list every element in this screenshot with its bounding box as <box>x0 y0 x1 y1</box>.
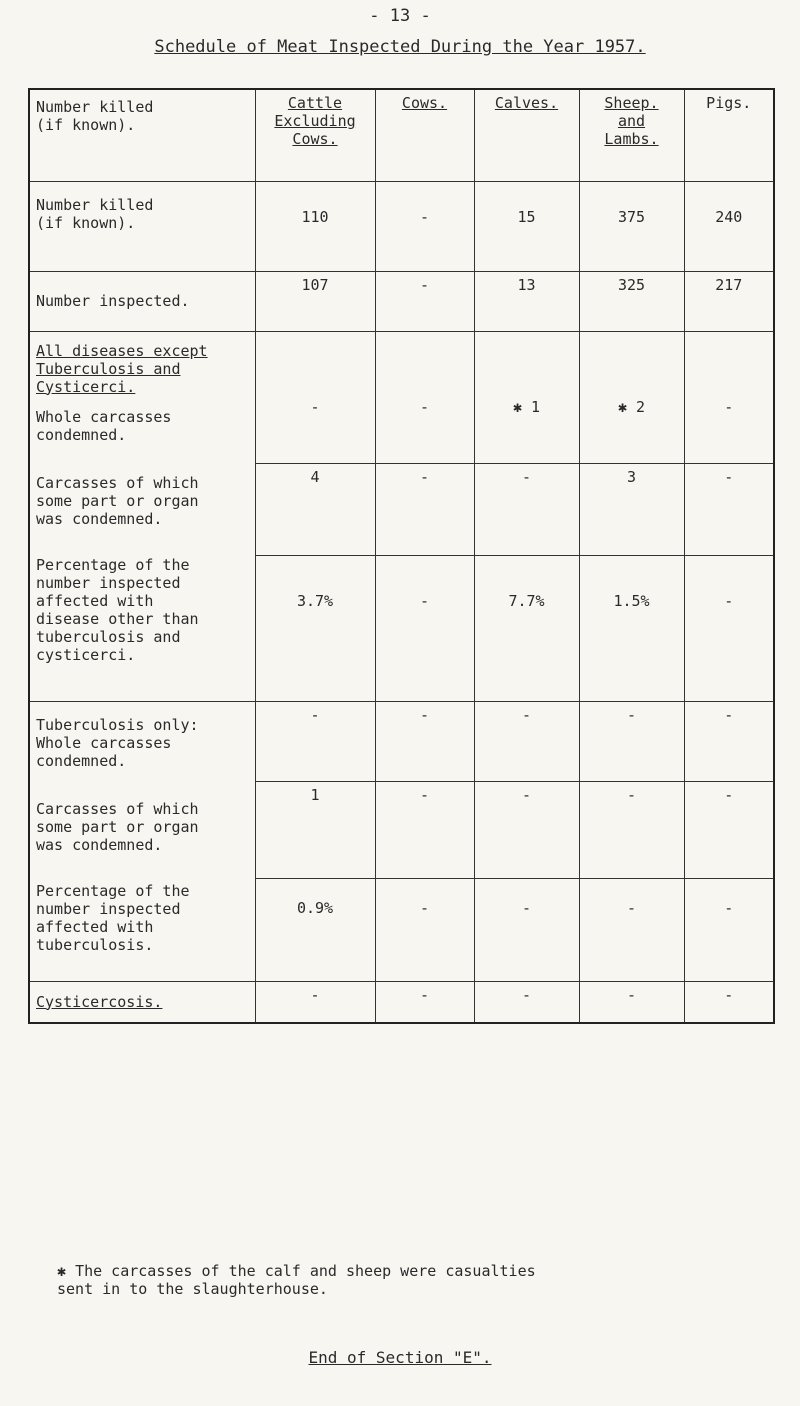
table-cell: 0.9% <box>255 878 375 981</box>
tuberculosis-label-cell <box>29 701 255 981</box>
section-heading-line: All diseases except <box>36 341 208 360</box>
row-label-line: was condemned. <box>36 835 163 854</box>
header-row <box>29 89 774 181</box>
column-header-text: Pigs. <box>706 94 752 112</box>
table-cell: - <box>375 981 474 1023</box>
table-cell: - <box>255 331 375 463</box>
row-label-line: Carcasses of which <box>36 473 199 492</box>
table-row <box>29 181 774 271</box>
row-label-line: cysticerci. <box>36 645 136 664</box>
table-cell: - <box>474 701 579 781</box>
row-label: Number inspected. <box>29 271 255 331</box>
row-label-line: Percentage of the <box>36 555 190 574</box>
row-label-line: Tuberculosis only: <box>36 715 199 734</box>
table-cell: - <box>474 463 579 555</box>
column-header-text: Cows. <box>401 94 448 112</box>
table-cell: - <box>474 781 579 878</box>
row-label-line: tuberculosis. <box>36 935 154 954</box>
column-header-cattle <box>255 89 375 181</box>
column-header-pigs <box>684 89 774 181</box>
table-cell: 3 <box>579 463 684 555</box>
row-label-line: was condemned. <box>36 509 163 528</box>
column-header-text: Lambs. <box>604 130 659 148</box>
row-label-line: affected with <box>36 591 154 610</box>
row-label-line: number inspected <box>36 899 181 918</box>
table-cell: 107 <box>255 271 375 331</box>
footnote-line: The carcasses of the calf and sheep were casualties <box>75 1262 536 1280</box>
column-header-text: Excluding <box>274 112 356 130</box>
table-cell: - <box>375 271 474 331</box>
table-cell: - <box>684 781 774 878</box>
table-row <box>29 271 774 331</box>
table-cell: 13 <box>474 271 579 331</box>
page-title: Schedule of Meat Inspected During the Year 1957. <box>154 37 646 57</box>
page-number: - 13 - <box>369 6 431 26</box>
table-cell: - <box>474 981 579 1023</box>
table-cell: 1 <box>255 781 375 878</box>
table-cell: 15 <box>474 181 579 271</box>
table-cell: - <box>255 981 375 1023</box>
table-cell: - <box>684 463 774 555</box>
table-cell: - <box>579 878 684 981</box>
footnote-line: sent in to the slaughterhouse. <box>57 1280 328 1298</box>
row-label-line: affected with <box>36 917 154 936</box>
table-row <box>29 701 774 781</box>
column-header-calves <box>474 89 579 181</box>
row-label-line: Whole carcasses <box>36 733 172 752</box>
table-cell: - <box>375 181 474 271</box>
column-header-sheep <box>579 89 684 181</box>
table-cell: 1.5% <box>579 555 684 701</box>
column-header-cows <box>375 89 474 181</box>
table-cell: 217 <box>684 271 774 331</box>
meat-inspection-table <box>28 88 775 1024</box>
table-cell: - <box>579 981 684 1023</box>
row-label-text: Cysticercosis. <box>36 992 163 1011</box>
row-label-line: Carcasses of which <box>36 799 199 818</box>
all-diseases-label-cell <box>29 331 255 701</box>
row-label-line: condemned. <box>36 751 127 770</box>
table-cell: - <box>375 701 474 781</box>
row-label-line: (if known). <box>36 213 136 232</box>
row-label-line: condemned. <box>36 425 127 444</box>
column-header-text: Cows. <box>292 130 338 148</box>
column-header-text: Calves. <box>494 94 559 112</box>
row-label <box>29 181 255 271</box>
table-cell: 4 <box>255 463 375 555</box>
table-cell: 110 <box>255 181 375 271</box>
table-cell: - <box>684 555 774 701</box>
table-cell: - <box>375 781 474 878</box>
header-label-line: Number killed <box>36 98 154 116</box>
header-label-line: (if known). <box>36 116 136 134</box>
table-cell: - <box>375 463 474 555</box>
row-label-line: tuberculosis and <box>36 627 181 646</box>
row-label-line: Number killed <box>36 195 154 214</box>
table-cell: - <box>684 331 774 463</box>
table-cell: - <box>684 701 774 781</box>
table-cell: - <box>375 555 474 701</box>
row-label <box>29 981 255 1023</box>
section-heading-line: Cysticerci. <box>36 377 136 396</box>
row-label-line: number inspected <box>36 573 181 592</box>
table-cell: - <box>579 701 684 781</box>
table-cell: - <box>375 878 474 981</box>
row-label-line: Percentage of the <box>36 881 190 900</box>
section-heading-line: Tuberculosis and <box>36 359 181 378</box>
table-cell: - <box>375 331 474 463</box>
table-cell: 3.7% <box>255 555 375 701</box>
column-header-text: and <box>617 112 646 130</box>
table-cell: - <box>684 981 774 1023</box>
column-header-text: Cattle <box>287 94 343 112</box>
table-row <box>29 331 774 463</box>
row-label-line: disease other than <box>36 609 199 628</box>
header-label-cell <box>29 89 255 181</box>
footnote-marker: ✱ <box>57 1262 67 1280</box>
table-cell: - <box>579 781 684 878</box>
table-cell: 325 <box>579 271 684 331</box>
table-cell: 240 <box>684 181 774 271</box>
row-label-line: Whole carcasses <box>36 407 172 426</box>
row-label-line: some part or organ <box>36 817 199 836</box>
table-cell: ✱ 1 <box>474 331 579 463</box>
table-cell: ✱ 2 <box>579 331 684 463</box>
table-cell: 375 <box>579 181 684 271</box>
table-cell: - <box>684 878 774 981</box>
table-row <box>29 981 774 1023</box>
table-cell: - <box>474 878 579 981</box>
end-of-section: End of Section "E". <box>308 1348 492 1367</box>
footnote <box>57 1262 777 1298</box>
table-cell: - <box>255 701 375 781</box>
table-cell: 7.7% <box>474 555 579 701</box>
column-header-text: Sheep. <box>604 94 659 112</box>
row-label-line: some part or organ <box>36 491 199 510</box>
